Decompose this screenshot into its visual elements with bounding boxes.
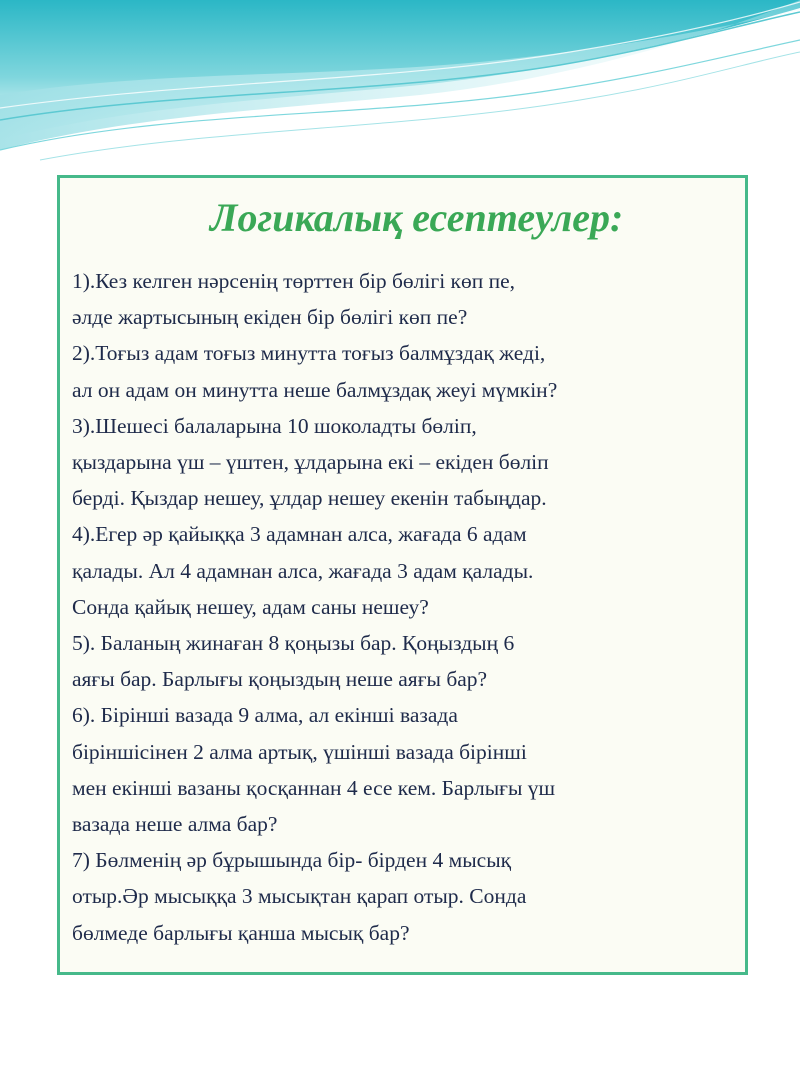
text-line: бөлмеде барлығы қанша мысық бар?: [72, 920, 410, 945]
text-line: вазада неше алма бар?: [72, 812, 278, 837]
text-line: әлде жартысының екіден бір бөлігі көп пе?: [72, 305, 468, 330]
text-line: біріншісінен 2 алма артық, үшінші вазада бірінші: [72, 739, 527, 764]
text-line: Сонда қайық нешеу, адам саны нешеу?: [72, 594, 429, 619]
text-line: қыздарына үш – үштен, ұлдарына екі – екіден бөліп: [72, 450, 549, 475]
text-line: қалады. Ал 4 адамнан алса, жағада 3 адам қалады.: [72, 558, 534, 583]
problems-text: [72, 263, 744, 951]
text-line: аяғы бар. Барлығы қоңыздың неше аяғы бар?: [72, 667, 488, 692]
slide-title: Логикалық есептеулер:: [210, 195, 624, 240]
text-line: 1).Кез келген нәрсенің төрттен бір бөлігі көп пе,: [72, 269, 516, 293]
text-line: 5). Баланың жинаған 8 қоңызы бар. Қоңыздың 6: [72, 631, 515, 656]
text-line: ал он адам он минутта неше балмұздақ жеуі мүмкін?: [72, 377, 558, 402]
text-line: отыр.Әр мысыққа 3 мысықтан қарап отыр. Сонда: [72, 884, 527, 909]
text-line: 4).Егер әр қайыққа 3 адамнан алса, жағада 6 адам: [72, 522, 527, 547]
text-line: мен екінші вазаны қосқаннан 4 есе кем. Барлығы үш: [72, 775, 556, 800]
text-line: 7) Бөлменің әр бұрышында бір- бірден 4 мысық: [72, 848, 512, 873]
text-line: берді. Қыздар нешеу, ұлдар нешеу екенін табыңдар.: [72, 486, 547, 511]
text-line: 3).Шешесі балаларына 10 шоколадты бөліп,: [72, 413, 477, 438]
text-line: 6). Бірінші вазада 9 алма, ал екінші вазада: [72, 703, 458, 728]
problems-panel: [57, 175, 748, 975]
header-wave-decoration: [0, 0, 800, 175]
text-line: 2).Тоғыз адам тоғыз минутта тоғыз балмұздақ жеді,: [72, 341, 546, 366]
